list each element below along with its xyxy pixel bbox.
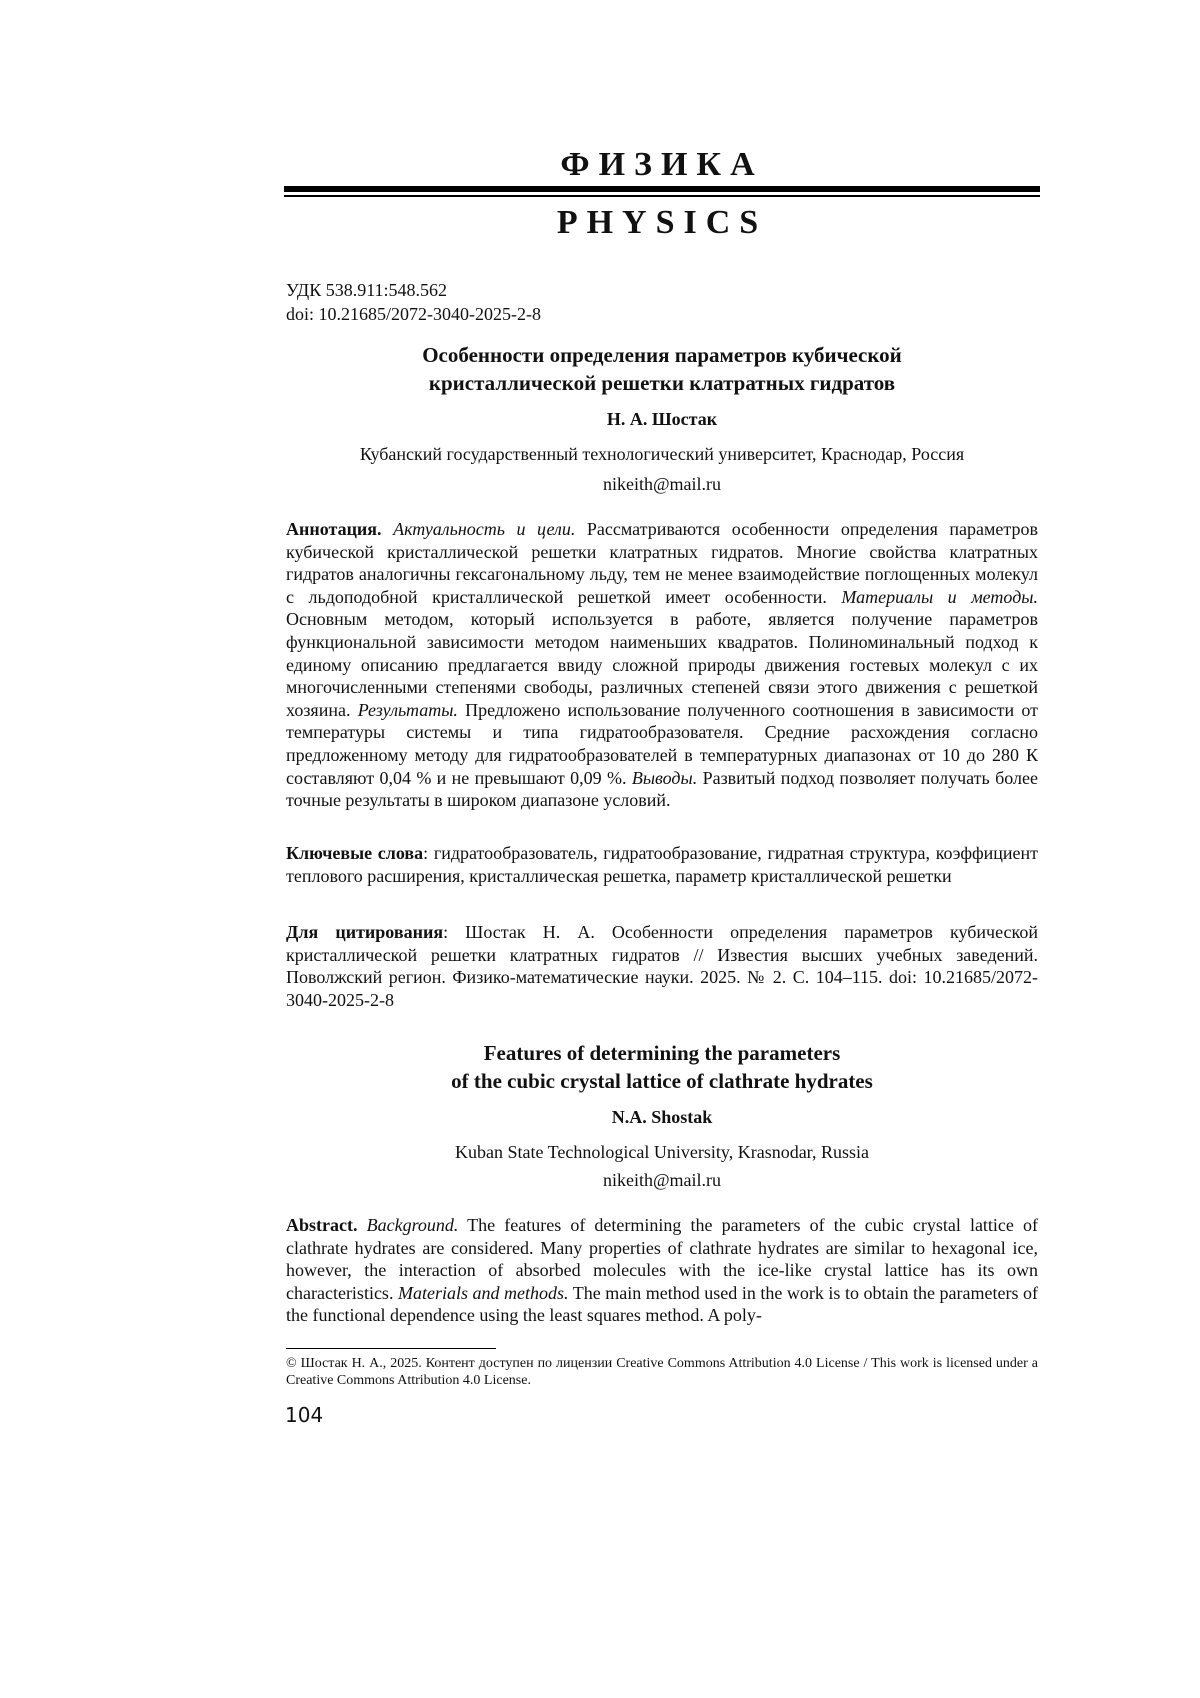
article-meta: [286, 278, 1038, 326]
abstract-en-label: Abstract.: [286, 1215, 358, 1235]
udk-code: УДК 538.911:548.562: [286, 280, 448, 300]
section-heading-ru: ФИЗИКА: [560, 146, 764, 183]
article-title-ru: [286, 341, 1038, 397]
affiliation-ru: Кубанский государственный технологический университет, Краснодар, Россия: [359, 444, 965, 464]
license-footnote: © Шостак Н. А., 2025. Контент доступен по лицензии Creative Commons Attribution 4.0 License / This work is licensed under a Creative Commons Attribution 4.0 License.: [286, 1356, 1038, 1388]
section-heading-en: PHYSICS: [556, 204, 768, 241]
page-number: 104: [285, 1403, 324, 1427]
abstract-en-methods-text: The main method used in the work is to obtain the parameters of the functional dependence using the least squares method. A poly-: [286, 1282, 1038, 1326]
doi-line: doi: 10.21685/2072-3040-2025-2-8: [286, 304, 541, 324]
abstract-ru-results-label: Результаты.: [357, 699, 458, 720]
article-title-en: [286, 1039, 1038, 1095]
citation-ru-text: : Шостак Н. А. Особенности определения параметров кубической кристаллической решетки клатратных гидратов // Известия высших учебных заведений. Поволжский регион. Физико-математические науки. 2025. № 2. С. 104–115. doi: 10.21685/2072-3040-2025-2-8: [286, 922, 1038, 1010]
author-en: N.A. Shostak: [611, 1107, 713, 1127]
abstract-ru-bg-label: Актуальность и цели.: [393, 519, 576, 539]
abstract-ru-conclusions-text: Развитый подход позволяет получать более точные результаты в широком диапазоне условий.: [286, 767, 1038, 811]
abstract-ru-label: Аннотация.: [286, 519, 382, 539]
section-divider-thick: [284, 186, 1040, 192]
affiliation-en: Kuban State Technological University, Krasnodar, Russia: [455, 1142, 869, 1162]
footnote-divider: [286, 1348, 496, 1349]
abstract-en-methods-label: Materials and methods.: [397, 1282, 569, 1303]
title-en-line-1: Features of determining the parameters: [483, 1041, 841, 1065]
section-divider-thin: [284, 195, 1040, 197]
abstract-en-bg-label: Background.: [366, 1215, 459, 1235]
abstract-en: [286, 1214, 1038, 1327]
title-ru-line-1: Особенности определения параметров кубической: [422, 343, 902, 367]
keywords-ru-text: : гидратообразователь, гидратообразование, гидратная структура, коэффициент теплового расширения, кристаллическая решетка, параметр кристаллической решетки: [286, 843, 1038, 886]
abstract-ru-methods-label: Материалы и методы.: [841, 586, 1038, 607]
abstract-en-bg-text: The features of determining the parameters of the cubic crystal lattice of clathrate hydrates are considered. Many properties of clathrate hydrates are similar to hexagonal ice, however, the interaction of absorbed molecules with the ice-like crystal lattice has its own characteristics.: [286, 1215, 1039, 1303]
title-ru-line-2: кристаллической решетки клатратных гидратов: [428, 371, 896, 395]
author-ru: Н. А. Шостак: [606, 409, 718, 429]
keywords-ru: [286, 842, 1038, 887]
keywords-ru-label: Ключевые слова: [286, 843, 424, 863]
email-ru[interactable]: nikeith@mail.ru: [602, 474, 722, 494]
abstract-ru-methods-text: Основным методом, который используется в работе, является получение параметров функциональной зависимости методом наименьших квадратов. Полиноминальный подход к единому описанию предлагается ввиду сложной природы движения гостевых молекул с их многочисленными степенями свободы, различных степеней связи этого движения с решеткой хозяина.: [286, 609, 1038, 720]
email-en[interactable]: nikeith@mail.ru: [602, 1170, 722, 1190]
citation-ru: [286, 921, 1038, 1011]
abstract-ru-conclusions-label: Выводы.: [631, 767, 698, 788]
citation-ru-label: Для цитирования: [286, 922, 444, 942]
abstract-ru-results-text: Предложено использование полученного соотношения в зависимости от температуры системы и типа гидратообразователя. Средние расхождения согласно предложенному методу для гидратообразователей в температурных диапазонах от 10 до 280 К составляют 0,04 % и не превышают 0,09 %.: [286, 699, 1038, 788]
abstract-ru-bg-text: Рассматриваются особенности определения параметров кубической кристаллической решетки клатратных гидратов. Многие свойства клатратных гидратов аналогичны гексагональному льду, тем не менее взаимодействие поглощенных молекул с льдоподобной кристаллической решеткой имеет особенности.: [286, 519, 1038, 607]
abstract-ru: [286, 518, 1038, 812]
title-en-line-2: of the cubic crystal lattice of clathrate hydrates: [451, 1069, 873, 1093]
